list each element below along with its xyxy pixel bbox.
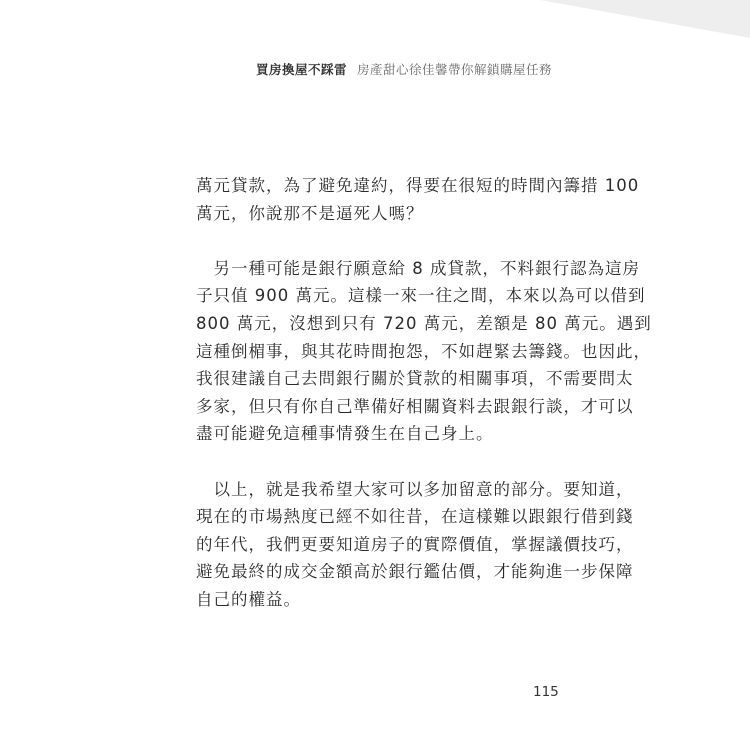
- text-line: 萬元貸款，為了避免違約，得要在很短的時間內籌措 100: [196, 176, 640, 195]
- text-line: 自己的權益。: [196, 589, 301, 609]
- text-line: 現在的市場熱度已經不如往昔，在這樣難以跟銀行借到錢: [196, 507, 634, 527]
- page-number: 115: [533, 684, 559, 700]
- text-line: 800 萬元，沒想到只有 720 萬元，差額是 80 萬元。遇到: [196, 313, 652, 333]
- text-line: 避免最終的成交金額高於銀行鑑估價，才能夠進一步保障: [196, 562, 634, 582]
- header-subtitle: 房產甜心徐佳馨帶你解鎖購屋任務: [356, 62, 552, 77]
- text-line: 以上，就是我希望大家可以多加留意的部分。要知道，: [196, 479, 634, 499]
- text-line: 盡可能避免這種事情發生在自己身上。: [196, 424, 494, 444]
- corner-decoration: [540, 0, 750, 38]
- text-line: 萬元，你說那不是逼死人嗎？: [196, 203, 424, 223]
- text-line: 這種倒楣事，與其花時間抱怨，不如趕緊去籌錢。也因此，: [196, 341, 651, 361]
- text-line: 的年代，我們更要知道房子的實際價值，掌握議價技巧，: [196, 534, 634, 554]
- running-header: [256, 60, 552, 78]
- text-line: 子只值 900 萬元。這樣一來一往之間，本來以為可以借到: [196, 286, 646, 306]
- text-line: 另一種可能是銀行願意給 8 成貸款，不料銀行認為這房: [196, 258, 640, 278]
- body-text: [196, 172, 652, 641]
- paragraph-2: [196, 255, 652, 448]
- text-line: 多家，但只有你自己準備好相關資料去跟銀行談，才可以: [196, 396, 634, 416]
- header-book-title: 買房換屋不踩雷: [255, 62, 347, 77]
- paragraph-1: [196, 172, 640, 227]
- paragraph-3: [196, 476, 634, 614]
- text-line: 我很建議自己去問銀行關於貸款的相關事項，不需要問太: [196, 369, 634, 389]
